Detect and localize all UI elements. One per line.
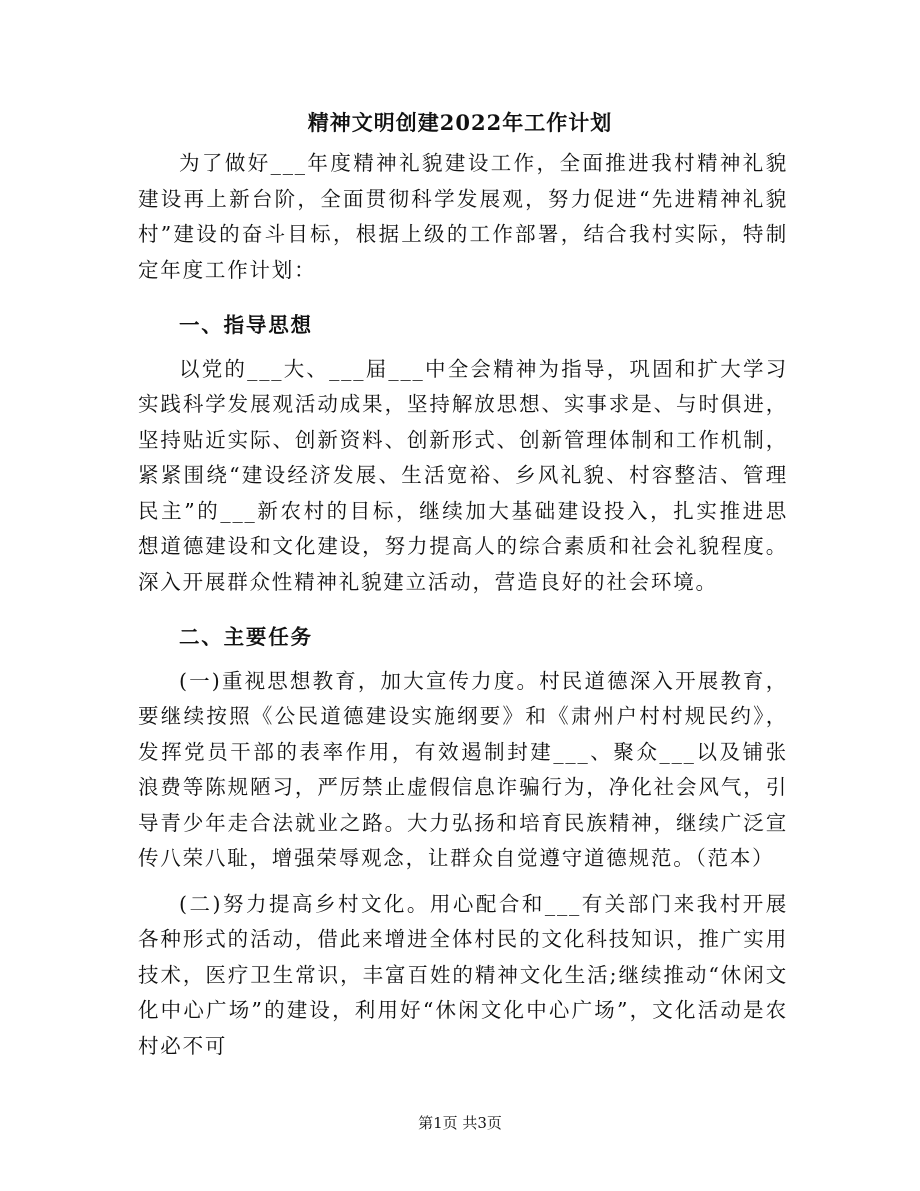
- task-one-paragraph: (一)重视思想教育，加大宣传力度。村民道德深入开展教育，要继续按照《公民道德建设实施纲要》和《肃州户村村规民约》，发挥党员干部的表率作用，有效遏制封建___、聚众___以及铺张浪费等陈规陋习，严厉禁止虚假信息诈骗行为，净化社会风气，引导青少年走合法就业之路。大力弘扬和培育民族精神，继续广泛宣传八荣八耻，增强荣辱观念，让群众自觉遵守道德规范。（范本）: [138, 668, 788, 870]
- spacer: [138, 877, 788, 887]
- document-body: [138, 146, 788, 1064]
- section-heading-guiding-thought: 一、指导思想: [179, 313, 313, 337]
- task-two-paragraph: (二)努力提高乡村文化。用心配合和___有关部门来我村开展各种形式的活动，借此来增进全体村民的文化科技知识，推广实用技术，医疗卫生常识，丰富百姓的精神文化生活;继续推动“休闲文化中心广场”的建设，利用好“休闲文化中心广场”，文化活动是农村必不可: [138, 891, 788, 1058]
- spacer: [138, 600, 788, 610]
- page-number-footer: 第1页 共3页: [418, 1114, 502, 1132]
- guiding-thought-paragraph: 以党的___大、___届___中全会精神为指导，巩固和扩大学习实践科学发展观活动成果，坚持解放思想、实事求是、与时俱进，坚持贴近实际、创新资料、创新形式、创新管理体制和工作机制，紧紧围绕“建设经济发展、生活宽裕、乡风礼貌、村容整洁、管理民主”的___新农村的目标，继续加大基础建设投入，扎实推进思想道德建设和文化建设，努力提高人的综合素质和社会礼貌程度。深入开展群众性精神礼貌建立活动，营造良好的社会环境。: [138, 356, 788, 594]
- spacer: [138, 288, 788, 298]
- intro-paragraph: 为了做好___年度精神礼貌建设工作，全面推进我村精神礼貌建设再上新台阶，全面贯彻科学发展观，努力促进“先进精神礼貌村”建设的奋斗目标，根据上级的工作部署，结合我村实际，特制定年度工作计划：: [138, 151, 788, 282]
- section-heading-main-tasks: 二、主要任务: [179, 625, 313, 649]
- document-title: 精神文明创建2022年工作计划: [307, 110, 613, 135]
